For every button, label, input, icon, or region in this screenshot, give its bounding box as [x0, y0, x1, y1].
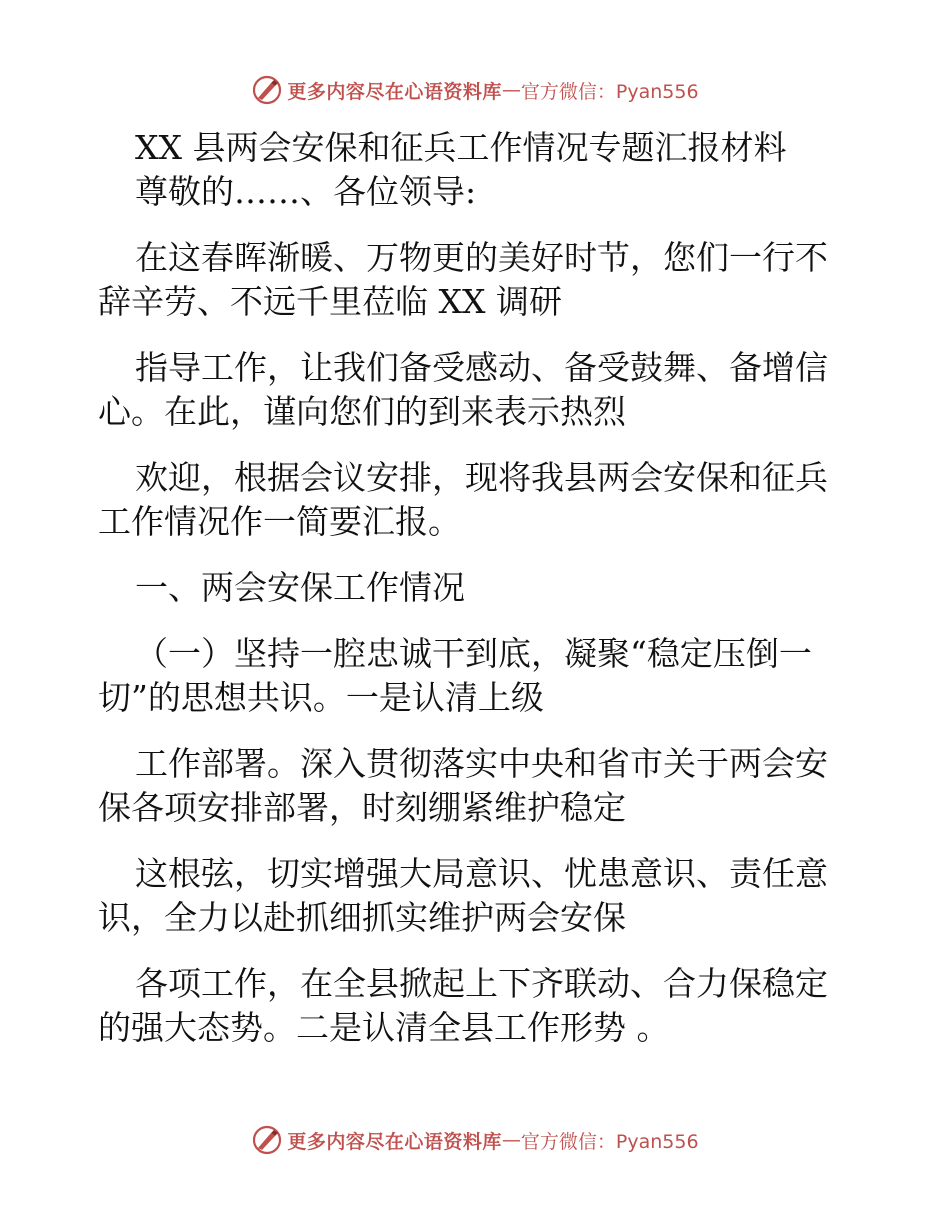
- paragraph-line: 识，全力以赴抓细抓实维护两会安保: [98, 898, 626, 937]
- paragraph-line: 指导工作，让我们备受感动、备受鼓舞、备增信: [135, 348, 828, 387]
- watermark-lead-text: 更多内容尽在心语资料库: [287, 1130, 502, 1153]
- paragraph-line: 辞辛劳、不远千里莅临 XX 调研: [98, 282, 562, 321]
- watermark-separator: —: [501, 79, 521, 101]
- pen-circle-logo-icon: [251, 74, 283, 106]
- section-heading: 一、两会安保工作情况: [135, 568, 465, 607]
- document-title: XX 县两会安保和征兵工作情况专题汇报材料: [135, 128, 787, 167]
- paragraph-line: 切”的思想共识。一是认清上级: [98, 678, 544, 717]
- paragraph-line: （一）坚持一腔忠诚干到底，凝聚“稳定压倒一: [135, 634, 812, 673]
- paragraph-line: 心。在此，谨向您们的到来表示热烈: [98, 392, 626, 431]
- watermark-lead-text: 更多内容尽在心语资料库: [287, 80, 502, 103]
- paragraph-line: 在这春晖渐暖、万物更的美好时节，您们一行不: [135, 238, 828, 277]
- watermark-header: [0, 70, 950, 110]
- watermark-wechat-text: 官方微信：Pyan556: [520, 1130, 699, 1153]
- salutation: 尊敬的……、各位领导:: [135, 172, 477, 211]
- paragraph-line: 保各项安排部署，时刻绷紧维护稳定: [98, 788, 626, 827]
- document-body: [98, 126, 858, 1050]
- paragraph-line: 各项工作，在全县掀起上下齐联动、合力保稳定: [135, 964, 828, 1003]
- paragraph-line: 工作部署。深入贯彻落实中央和省市关于两会安: [135, 744, 828, 783]
- pen-circle-logo-icon: [251, 1124, 283, 1156]
- paragraph-line: 工作情况作一简要汇报。: [98, 502, 461, 541]
- watermark-wechat-text: 官方微信：Pyan556: [520, 80, 699, 103]
- paragraph-line: 这根弦，切实增强大局意识、忧患意识、责任意: [135, 854, 828, 893]
- watermark-footer: [0, 1120, 950, 1160]
- paragraph-line: 的强大态势。二是认清全县工作形势 。: [98, 1008, 670, 1047]
- watermark-separator: —: [501, 1129, 521, 1151]
- paragraph-line: 欢迎，根据会议安排，现将我县两会安保和征兵: [135, 458, 828, 497]
